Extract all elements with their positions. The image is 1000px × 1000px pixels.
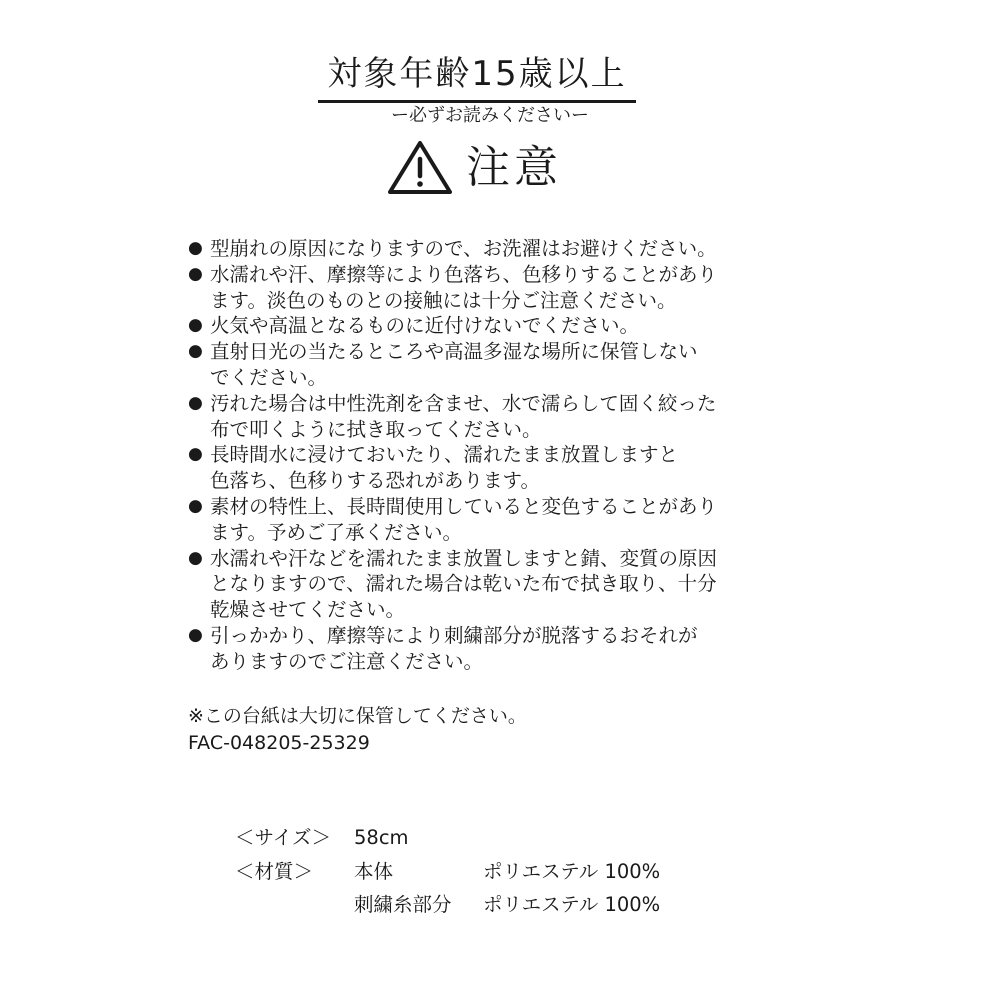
bullet-icon: ● [188,341,203,362]
caution-item [188,442,788,494]
caution-item [188,313,788,339]
caution-line: ます。予めご了承ください。 [210,520,462,544]
bullet-icon: ● [188,263,203,284]
caution-line: 素材の特性上、長時間使用していると変色することがあり [210,494,718,518]
caution-line: 色落ち、色移りする恐れがあります。 [210,469,540,493]
material-embroidery-value: ポリエステル 100% [483,893,661,916]
size-value: 58cm [354,826,409,849]
caution-line: 火気や高温となるものに近付けないでください。 [210,314,640,338]
age-notice-title: 対象年齢15歳以上 [318,52,636,103]
bullet-icon: ● [188,392,203,413]
caution-line: となりますので、濡れた場合は乾いた布で拭き取り、十分 [210,572,717,596]
caution-line: ありますのでご注意ください。 [210,649,484,673]
caution-line: でください。 [210,365,328,389]
caution-item [188,623,788,675]
caution-word: 注意 [466,142,562,193]
bullet-icon: ● [188,547,203,568]
caution-line: 水濡れや汗などを濡れたまま放置しますと錆、変質の原因 [210,546,718,570]
caution-item [188,339,788,391]
caution-line: 長時間水に浸けておいたり、濡れたまま放置しますと [210,443,679,467]
material-embroidery-label: 刺繍糸部分 [354,893,452,916]
material-body-value: ポリエステル 100% [483,860,661,883]
warning-triangle-icon [386,139,454,197]
bullet-icon: ● [188,624,203,645]
caution-item [188,391,788,443]
material-label: ＜材質＞ [235,860,314,883]
bullet-icon: ● [188,315,203,336]
caution-list [188,236,788,675]
caution-line: 汚れた場合は中性洗剤を含ませ、水で濡らして固く絞った [210,391,717,415]
bullet-icon: ● [188,495,203,516]
caution-line: 布で叩くように拭き取ってください。 [210,417,542,441]
caution-item [188,236,788,262]
caution-line: 水濡れや汗、摩擦等により色落ち、色移りすることがあり [210,262,718,286]
material-body-label: 本体 [354,860,394,883]
bullet-icon: ● [188,444,203,465]
size-label: ＜サイズ＞ [235,826,331,849]
caution-line: 直射日光の当たるところや高温多湿な場所に保管しない [210,340,698,364]
product-code: FAC-048205-25329 [188,732,370,754]
caution-item [188,546,788,623]
keep-card-footnote: ※この台紙は大切に保管してください。 [188,705,527,727]
caution-line: 型崩れの原因になりますので、お洗濯はお避けください。 [210,237,717,260]
caution-heading [386,140,626,196]
caution-line: ます。淡色のものとの接触には十分ご注意ください。 [210,288,677,312]
bullet-icon: ● [188,238,203,258]
caution-line: 引っかかり、摩擦等により刺繍部分が脱落するおそれが [210,623,698,647]
caution-item [188,494,788,546]
caution-line: 乾燥させてください。 [210,598,406,622]
read-carefully-note: ー必ずお読みくださいー [391,105,589,126]
caution-item [188,262,788,314]
